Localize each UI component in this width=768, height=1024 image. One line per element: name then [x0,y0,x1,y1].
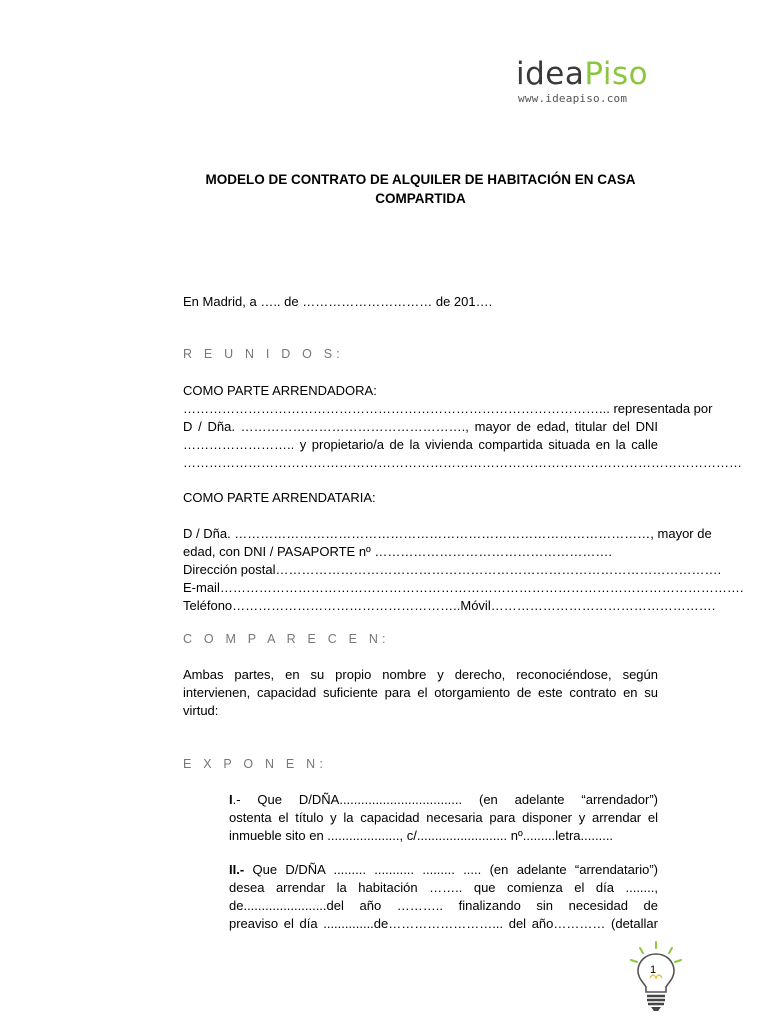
item-2-text: Que D/DÑA ......... ........... ......... ..... (en adelante “arrendatario”) [244,862,658,877]
arrendataria-line: E-mail…………………………………………………………………………………………………………. [183,580,744,595]
arrendadora-block [183,382,742,472]
arrendataria-heading: COMO PARTE ARRENDATARIA: [183,490,376,505]
place-date: En Madrid, a ….. de ………………………… de 201…. [183,294,493,309]
logo-piso: Piso [584,56,649,92]
exponen-item-1 [229,791,658,845]
arrendadora-heading: COMO PARTE ARRENDADORA: [183,383,377,398]
exponen-item-2 [229,861,658,933]
arrendadora-line: ……………………………………………………………………………………... representada por [183,401,713,416]
item-1-number: I [229,792,233,807]
logo [516,56,656,105]
exponen-item-2-line [229,861,658,879]
exponen-item-1-line [229,791,658,809]
logo-idea: idea [516,56,585,92]
exponen-item-2-line: de.......................del año ……….. finalizando sin necesidad de [229,898,658,913]
exponen-item-1-line: inmueble sito en ...................., c/......................... nº.........letra......... [229,828,614,843]
arrendadora-line: D / Dña. ……………………………………………., mayor de edad, titular del DNI [183,419,658,434]
logo-url: www.ideapiso.com [518,92,628,105]
exponen-item-2-line: preaviso el día ..............de……………………... del año………… (detallar [229,916,658,931]
arrendataria-line: D / Dña. ……………………………………………………………………………………, mayor de [183,526,712,541]
arrendataria-line: Teléfono……………………………………………..Móvil……………………………………………. [183,598,716,613]
arrendadora-line: …………………….. y propietario/a de la vivienda compartida situada en la calle [183,437,658,452]
document-title: MODELO DE CONTRATO DE ALQUILER DE HABITACIÓN EN CASA COMPARTIDA [205,172,636,206]
comparecen-paragraph: Ambas partes, en su propio nombre y derecho, reconociéndose, según intervienen, capacidad suficiente para el otorgamiento de este contrato en su virtud: [183,667,658,718]
exponen-item-1-line: ostenta el título y la capacidad necesaria para disponer y arrendar el [229,810,658,825]
arrendataria-line: Dirección postal…………………………………………………………………………………………. [183,562,722,577]
arrendadora-line: ………………………………………………………………………………………………………………… [183,455,742,470]
section-comparecen: C O M P A R E C E N: [183,632,390,646]
exponen-item-2-line: desea arrendar la habitación …….. que comienza el día ........, [229,880,658,895]
section-exponen: E X P O N E N: [183,757,328,771]
item-2-number: II.- [229,862,245,877]
arrendataria-line: edad, con DNI / PASAPORTE nº ………………………………………………. [183,544,613,559]
item-1-text: .- Que D/DÑA.................................. (en adelante “arrendador”) [232,792,658,807]
lightbulb-icon [628,940,684,1014]
logo-wordmark [516,56,656,92]
page-number: 1 [650,964,657,976]
section-reunidos: R E U N I D O S: [183,347,344,361]
arrendataria-block [183,525,744,615]
